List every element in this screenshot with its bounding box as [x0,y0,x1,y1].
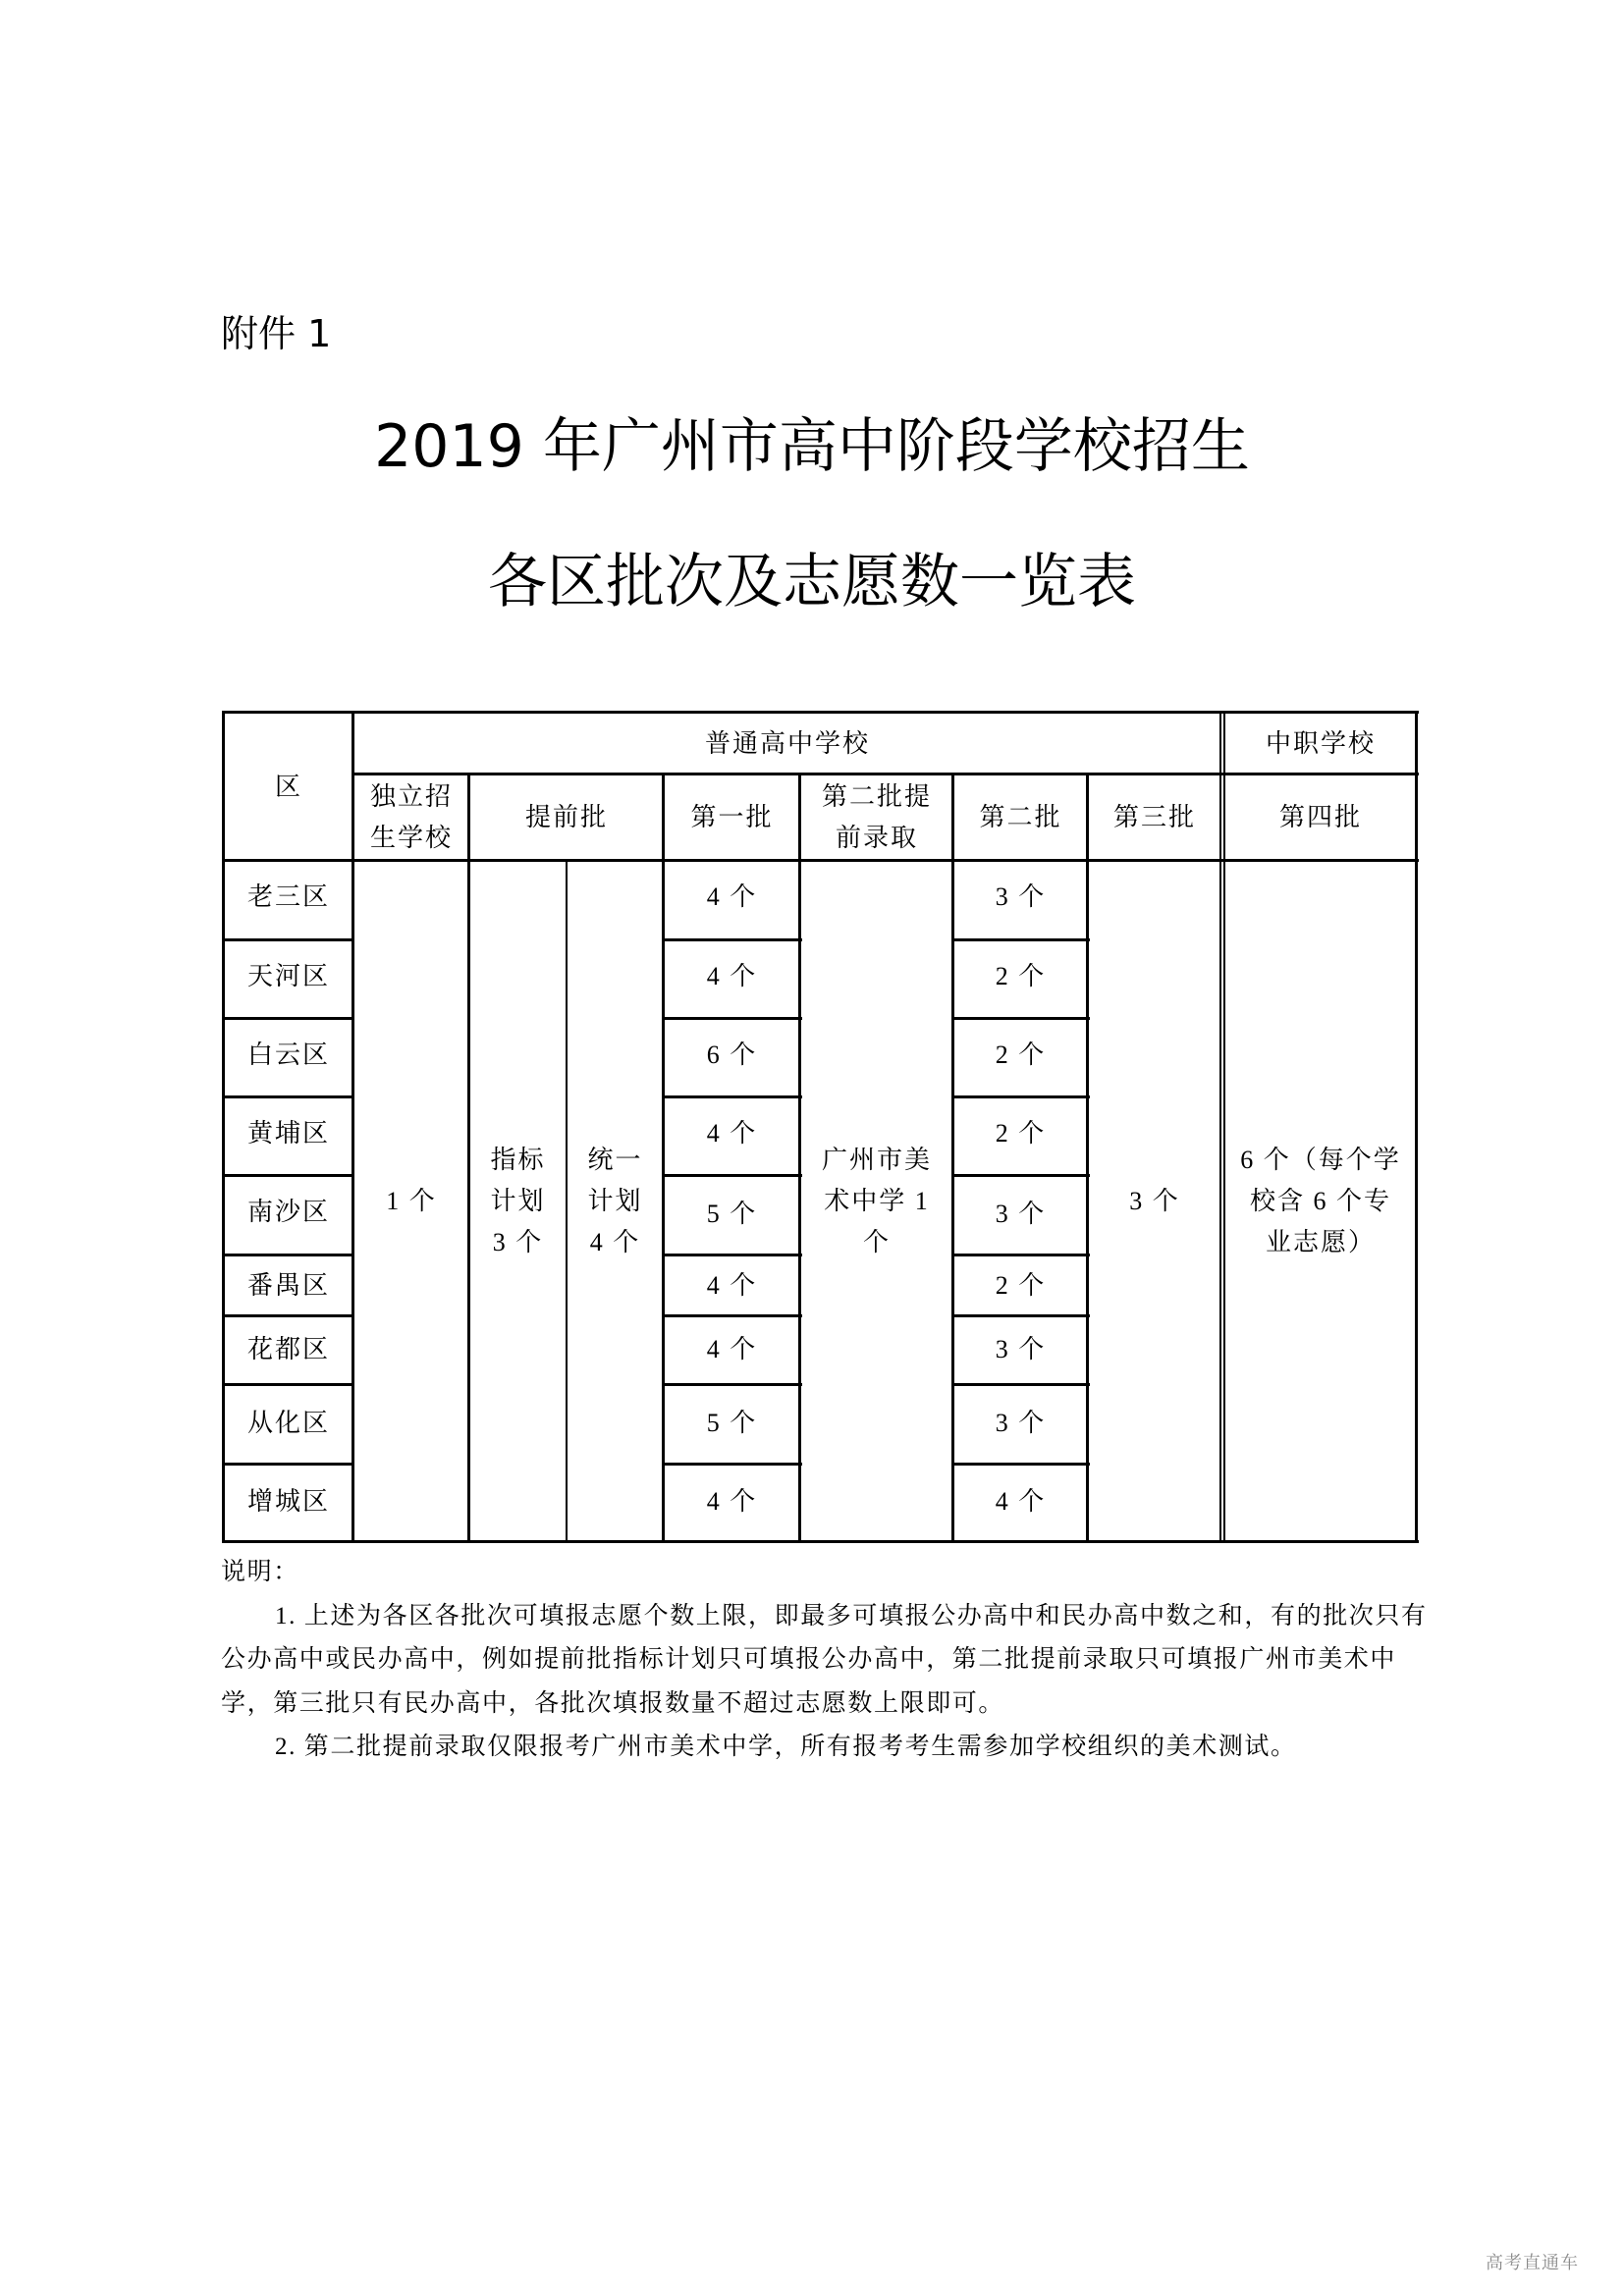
batch2-cell: 3 个 [995,1409,1047,1437]
early-unified-line2: 计划 [587,1187,643,1215]
batch1-cell: 4 个 [706,1335,758,1363]
header-district: 区 [274,773,302,802]
early-unified-line3: 4 个 [589,1228,641,1256]
early-indicator-line3: 3 个 [492,1228,544,1256]
batch2-early-line2: 术中学 1 [824,1187,930,1215]
batch2-early-line1: 广州市美 [821,1146,932,1174]
district-cell: 天河区 [246,962,330,990]
batch4-cell [1225,862,1416,1541]
district-cell: 花都区 [246,1335,330,1363]
batch2-early-line3: 个 [862,1228,891,1256]
batch3-cell: 3 个 [1129,1187,1180,1215]
notes-heading: 说明： [221,1559,299,1585]
batch4-line1: 6 个（每个学 [1240,1146,1401,1174]
batch1-cell: 4 个 [706,962,758,990]
batch2-cell: 4 个 [995,1487,1047,1516]
batch1-cell: 5 个 [706,1409,758,1437]
header-independent-line1: 独立招 [369,782,453,812]
header-batch2-early-line2: 前录取 [835,824,918,853]
batch4-line3: 业志愿） [1265,1228,1376,1256]
watermark: 高考直通车 [1486,2253,1579,2273]
batch2-cell: 3 个 [995,882,1047,911]
batch1-cell: 4 个 [706,1487,758,1516]
header-batch3: 第三批 [1112,803,1196,832]
header-general-high-school: 普通高中学校 [704,728,870,759]
header-independent-school [354,775,468,860]
batch1-cell: 4 个 [706,882,758,911]
early-indicator-plan-cell [470,862,566,1541]
district-cell: 白云区 [246,1041,330,1069]
batch2-cell: 2 个 [995,1041,1047,1069]
batch1-cell: 4 个 [706,1271,758,1300]
district-cell: 黄埔区 [246,1119,330,1148]
district-cell: 老三区 [246,882,330,911]
note-item-1: 1. 上述为各区各批次可填报志愿个数上限，即最多可填报公办高中和民办高中数之和，有的批次只有公办高中或民办高中，例如提前批指标计划只可填报公办高中，第二批提前录取只可填报广州市美术中学，第三批只有民办高中，各批次填报数量不超过志愿数上限即可。 [221,1602,1428,1717]
early-unified-line1: 统一 [587,1146,643,1174]
page-title-line1: 2019 年广州市高中阶段学校招生 [374,412,1250,481]
batch2-cell: 2 个 [995,1271,1047,1300]
early-indicator-line1: 指标 [490,1146,546,1174]
district-cell: 从化区 [246,1409,330,1437]
early-indicator-line2: 计划 [490,1187,546,1215]
attachment-label: 附件 1 [221,312,332,355]
batch1-cell: 4 个 [706,1119,758,1148]
batch2-cell: 2 个 [995,962,1047,990]
header-batch4: 第四批 [1278,803,1362,832]
district-cell: 南沙区 [246,1198,330,1226]
header-batch2: 第二批 [979,803,1062,832]
header-independent-line2: 生学校 [369,824,453,853]
header-early-batch: 提前批 [524,803,608,832]
district-cell: 番禺区 [246,1271,330,1300]
batch2-early-cell [801,862,952,1541]
page-title-line2: 各区批次及志愿数一览表 [488,548,1136,616]
district-cell: 增城区 [246,1487,330,1516]
batch2-cell: 3 个 [995,1335,1047,1363]
batch1-cell: 5 个 [706,1200,758,1228]
header-vocational-school: 中职学校 [1265,728,1376,759]
header-batch1: 第一批 [690,803,774,832]
batch4-line2: 校含 6 个专 [1249,1187,1391,1215]
notes-section [221,1551,1431,1770]
batch2-cell: 3 个 [995,1200,1047,1228]
header-batch2-early [801,775,952,860]
header-batch2-early-line1: 第二批提 [821,782,932,812]
note-item-2: 2. 第二批提前录取仅限报考广州市美术中学，所有报考考生需参加学校组织的美术测试。 [275,1734,1297,1760]
early-unified-plan-cell [568,862,663,1541]
batch2-cell: 2 个 [995,1119,1047,1148]
independent-school-cell: 1 个 [386,1187,437,1215]
batch1-cell: 6 个 [706,1041,758,1069]
